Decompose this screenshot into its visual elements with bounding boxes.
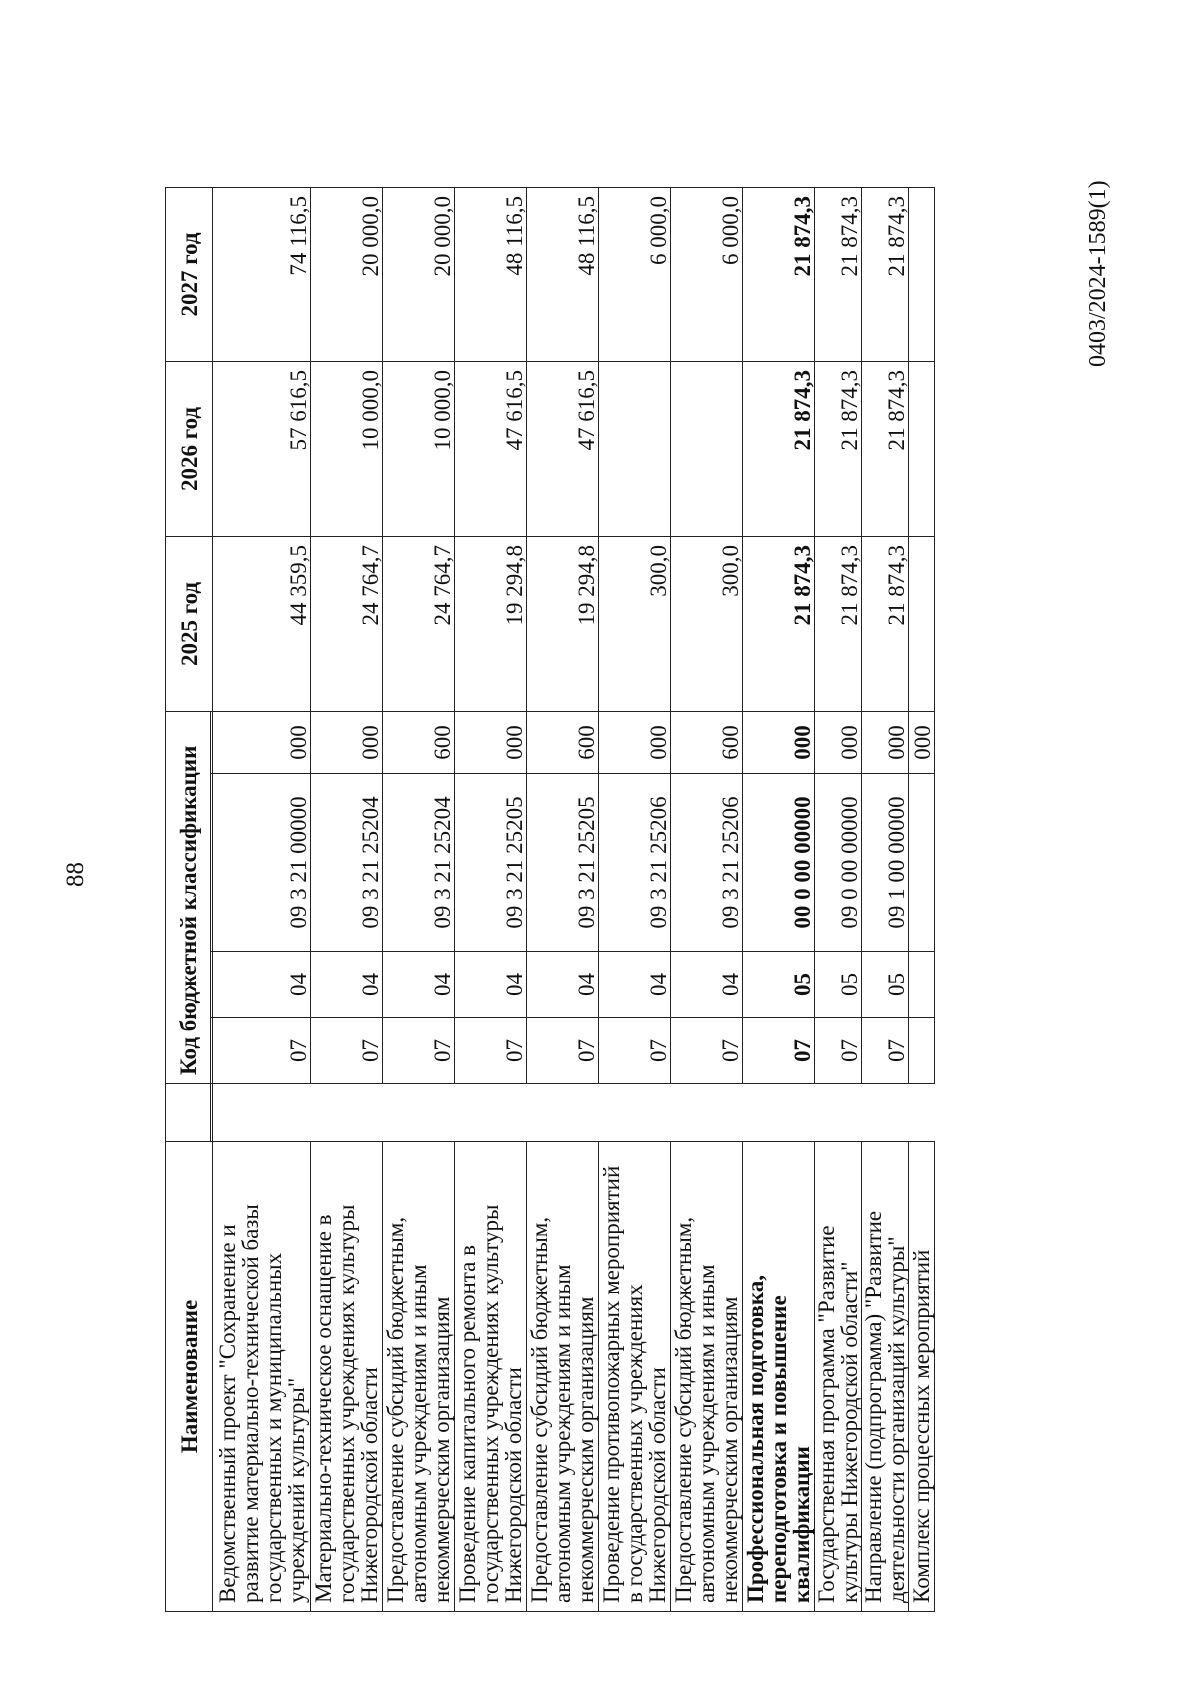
- code-target-article: 09 0 00 00000: [815, 774, 862, 952]
- row-name: Предоставление субсидий бюджетным, автономным учреждениям и иным некоммерческим организациям: [671, 1142, 743, 1612]
- code-subsection: 04: [383, 952, 455, 1018]
- table-row: [213, 188, 311, 1612]
- code-subsection: 05: [743, 952, 815, 1018]
- code-blank-cell: [909, 1084, 935, 1142]
- code-section: 07: [671, 1018, 743, 1084]
- amount-2027: 48 116,5: [527, 188, 599, 362]
- row-name: Предоставление субсидий бюджетным, автономным учреждениям и иным некоммерческим организациям: [527, 1142, 599, 1612]
- code-target-article: 09 1 00 00000: [862, 774, 909, 952]
- code-expense-type: 600: [383, 712, 455, 774]
- amount-2026: 21 874,3: [743, 362, 815, 537]
- header-2027: 2027 год: [166, 188, 213, 362]
- amount-2025: 21 874,3: [862, 537, 909, 712]
- table-row: [311, 188, 383, 1612]
- code-target-article: 09 3 21 25204: [311, 774, 383, 952]
- header-name: Наименование: [166, 1142, 213, 1612]
- code-blank-cell: [383, 1084, 455, 1142]
- table-row: [527, 188, 599, 1612]
- amount-2026: [599, 362, 671, 537]
- code-section: 07: [527, 1018, 599, 1084]
- code-section: 07: [383, 1018, 455, 1084]
- amount-2025: [909, 537, 935, 712]
- code-expense-type: 000: [599, 712, 671, 774]
- amount-2026: 57 616,5: [213, 362, 311, 537]
- code-target-article: [909, 774, 935, 952]
- code-section: 07: [862, 1018, 909, 1084]
- code-expense-type: 000: [909, 712, 935, 774]
- header-2026: 2026 год: [166, 362, 213, 537]
- amount-2027: 74 116,5: [213, 188, 311, 362]
- table-row: [815, 188, 862, 1612]
- header-code-group: Код бюджетной классификации: [166, 712, 211, 1084]
- code-blank-cell: [815, 1084, 862, 1142]
- table-row: [599, 188, 671, 1612]
- code-subsection: [909, 952, 935, 1018]
- table-row: [383, 188, 455, 1612]
- amount-2025: 300,0: [671, 537, 743, 712]
- code-target-article: 09 3 21 00000: [213, 774, 311, 952]
- budget-table: [165, 187, 935, 1612]
- page-number: 88: [62, 862, 89, 887]
- table-body: [213, 188, 935, 1612]
- code-subsection: 04: [311, 952, 383, 1018]
- amount-2026: 21 874,3: [862, 362, 909, 537]
- amount-2025: 19 294,8: [455, 537, 527, 712]
- code-subsection: 04: [527, 952, 599, 1018]
- amount-2025: 19 294,8: [527, 537, 599, 712]
- row-name: Направление (подпрограмма) "Развитие деятельности организаций культуры": [862, 1142, 909, 1612]
- amount-2026: [671, 362, 743, 537]
- table-row: [743, 188, 815, 1612]
- amount-2025: 21 874,3: [815, 537, 862, 712]
- amount-2026: 21 874,3: [815, 362, 862, 537]
- row-name: Материально-техническое оснащение в государственных учреждениях культуры Нижегородской области: [311, 1142, 383, 1612]
- code-section: 07: [743, 1018, 815, 1084]
- amount-2026: 10 000,0: [383, 362, 455, 537]
- code-blank-cell: [671, 1084, 743, 1142]
- code-expense-type: 000: [311, 712, 383, 774]
- amount-2025: 24 764,7: [383, 537, 455, 712]
- code-expense-type: 000: [815, 712, 862, 774]
- header-2025: 2025 год: [166, 537, 213, 712]
- code-subsection: 05: [815, 952, 862, 1018]
- code-target-article: 09 3 21 25206: [599, 774, 671, 952]
- code-section: 07: [599, 1018, 671, 1084]
- amount-2026: 10 000,0: [311, 362, 383, 537]
- row-name: Проведение капитального ремонта в государственных учреждениях культуры Нижегородской области: [455, 1142, 527, 1612]
- amount-2025: 44 359,5: [213, 537, 311, 712]
- code-blank-cell: [455, 1084, 527, 1142]
- amount-2027: 21 874,3: [743, 188, 815, 362]
- code-section: 07: [213, 1018, 311, 1084]
- row-name: Предоставление субсидий бюджетным, автономным учреждениям и иным некоммерческим организациям: [383, 1142, 455, 1612]
- amount-2027: 21 874,3: [815, 188, 862, 362]
- code-subsection: 05: [862, 952, 909, 1018]
- code-section: 07: [815, 1018, 862, 1084]
- code-target-article: 09 3 21 25205: [527, 774, 599, 952]
- header-row: [166, 188, 211, 1612]
- row-name: Ведомственный проект "Сохранение и развитие материально-технической базы государственных и муниципальных учреждений культуры": [213, 1142, 311, 1612]
- code-target-article: 09 3 21 25204: [383, 774, 455, 952]
- code-subsection: 04: [599, 952, 671, 1018]
- code-blank-cell: [743, 1084, 815, 1142]
- code-blank-cell: [213, 1084, 311, 1142]
- amount-2027: 20 000,0: [311, 188, 383, 362]
- code-subsection: 04: [213, 952, 311, 1018]
- row-name: Государственная программа "Развитие культуры Нижегородской области": [815, 1142, 862, 1612]
- table-row: [455, 188, 527, 1612]
- code-expense-type: 000: [213, 712, 311, 774]
- code-expense-type: 600: [671, 712, 743, 774]
- code-blank-cell: [527, 1084, 599, 1142]
- amount-2026: [909, 362, 935, 537]
- code-expense-type: 000: [743, 712, 815, 774]
- table-row: [909, 188, 935, 1612]
- code-blank-cell: [862, 1084, 909, 1142]
- code-subsection: 04: [671, 952, 743, 1018]
- code-subsection: 04: [455, 952, 527, 1018]
- amount-2027: 48 116,5: [455, 188, 527, 362]
- amount-2025: 21 874,3: [743, 537, 815, 712]
- row-name: Комплекс процессных мероприятий: [909, 1142, 935, 1612]
- code-expense-type: 000: [455, 712, 527, 774]
- row-name: Профессиональная подготовка, переподготовка и повышение квалификации: [743, 1142, 815, 1612]
- amount-2027: 20 000,0: [383, 188, 455, 362]
- code-section: 07: [455, 1018, 527, 1084]
- row-name: Проведение противопожарных мероприятий в государственных учреждениях Нижегородской области: [599, 1142, 671, 1612]
- code-target-article: 00 0 00 00000: [743, 774, 815, 952]
- code-section: 07: [311, 1018, 383, 1084]
- code-expense-type: 600: [527, 712, 599, 774]
- amount-2027: [909, 188, 935, 362]
- code-blank-cell: [599, 1084, 671, 1142]
- code-section: [909, 1018, 935, 1084]
- code-blank-cell: [311, 1084, 383, 1142]
- amount-2027: 6 000,0: [671, 188, 743, 362]
- code-expense-type: 000: [862, 712, 909, 774]
- amount-2027: 6 000,0: [599, 188, 671, 362]
- amount-2026: 47 616,5: [527, 362, 599, 537]
- amount-2025: 24 764,7: [311, 537, 383, 712]
- amount-2027: 21 874,3: [862, 188, 909, 362]
- amount-2026: 47 616,5: [455, 362, 527, 537]
- document-number: 0403/2024-1589(1): [1085, 180, 1111, 367]
- code-target-article: 09 3 21 25205: [455, 774, 527, 952]
- header-code-spacer: [166, 1084, 211, 1142]
- amount-2025: 300,0: [599, 537, 671, 712]
- code-target-article: 09 3 21 25206: [671, 774, 743, 952]
- table-row: [671, 188, 743, 1612]
- table-row: [862, 188, 909, 1612]
